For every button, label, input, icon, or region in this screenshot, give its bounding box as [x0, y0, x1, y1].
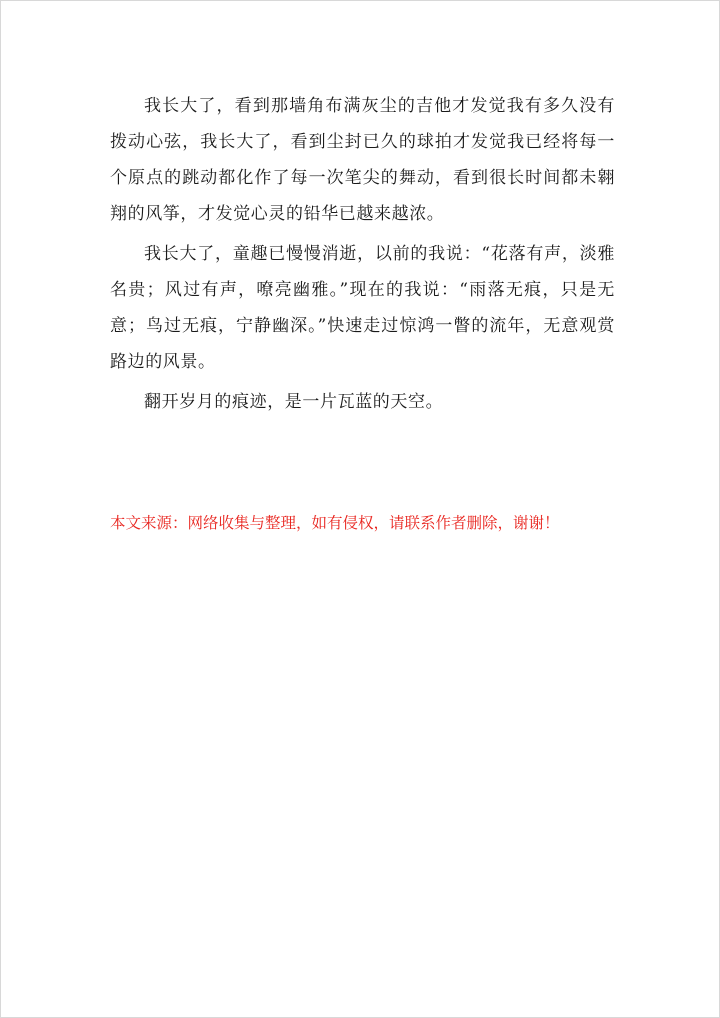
- article-body: [110, 88, 615, 420]
- source-disclaimer: 本文来源：网络收集与整理，如有侵权，请联系作者删除，谢谢！: [110, 514, 560, 532]
- paragraph-3: 翻开岁月的痕迹，是一片瓦蓝的天空。: [144, 392, 444, 412]
- paragraph-1: 我长大了，看到那墙角布满灰尘的吉他才发觉我有多久没有拨动心弦，我长大了，看到尘封已久的球拍才发觉我已经将每一个原点的跳动都化作了每一次笔尖的舞动，看到很长时间都未翱翔的风筝，才发觉心灵的铅华已越来越浓。: [110, 96, 615, 224]
- paragraph-2: 我长大了，童趣已慢慢消逝，以前的我说：“花落有声，淡雅名贵；风过有声，嘹亮幽雅。”现在的我说：“雨落无痕，只是无意；鸟过无痕，宁静幽深。”快速走过惊鸿一瞥的流年，无意观赏路边的风景。: [110, 244, 615, 372]
